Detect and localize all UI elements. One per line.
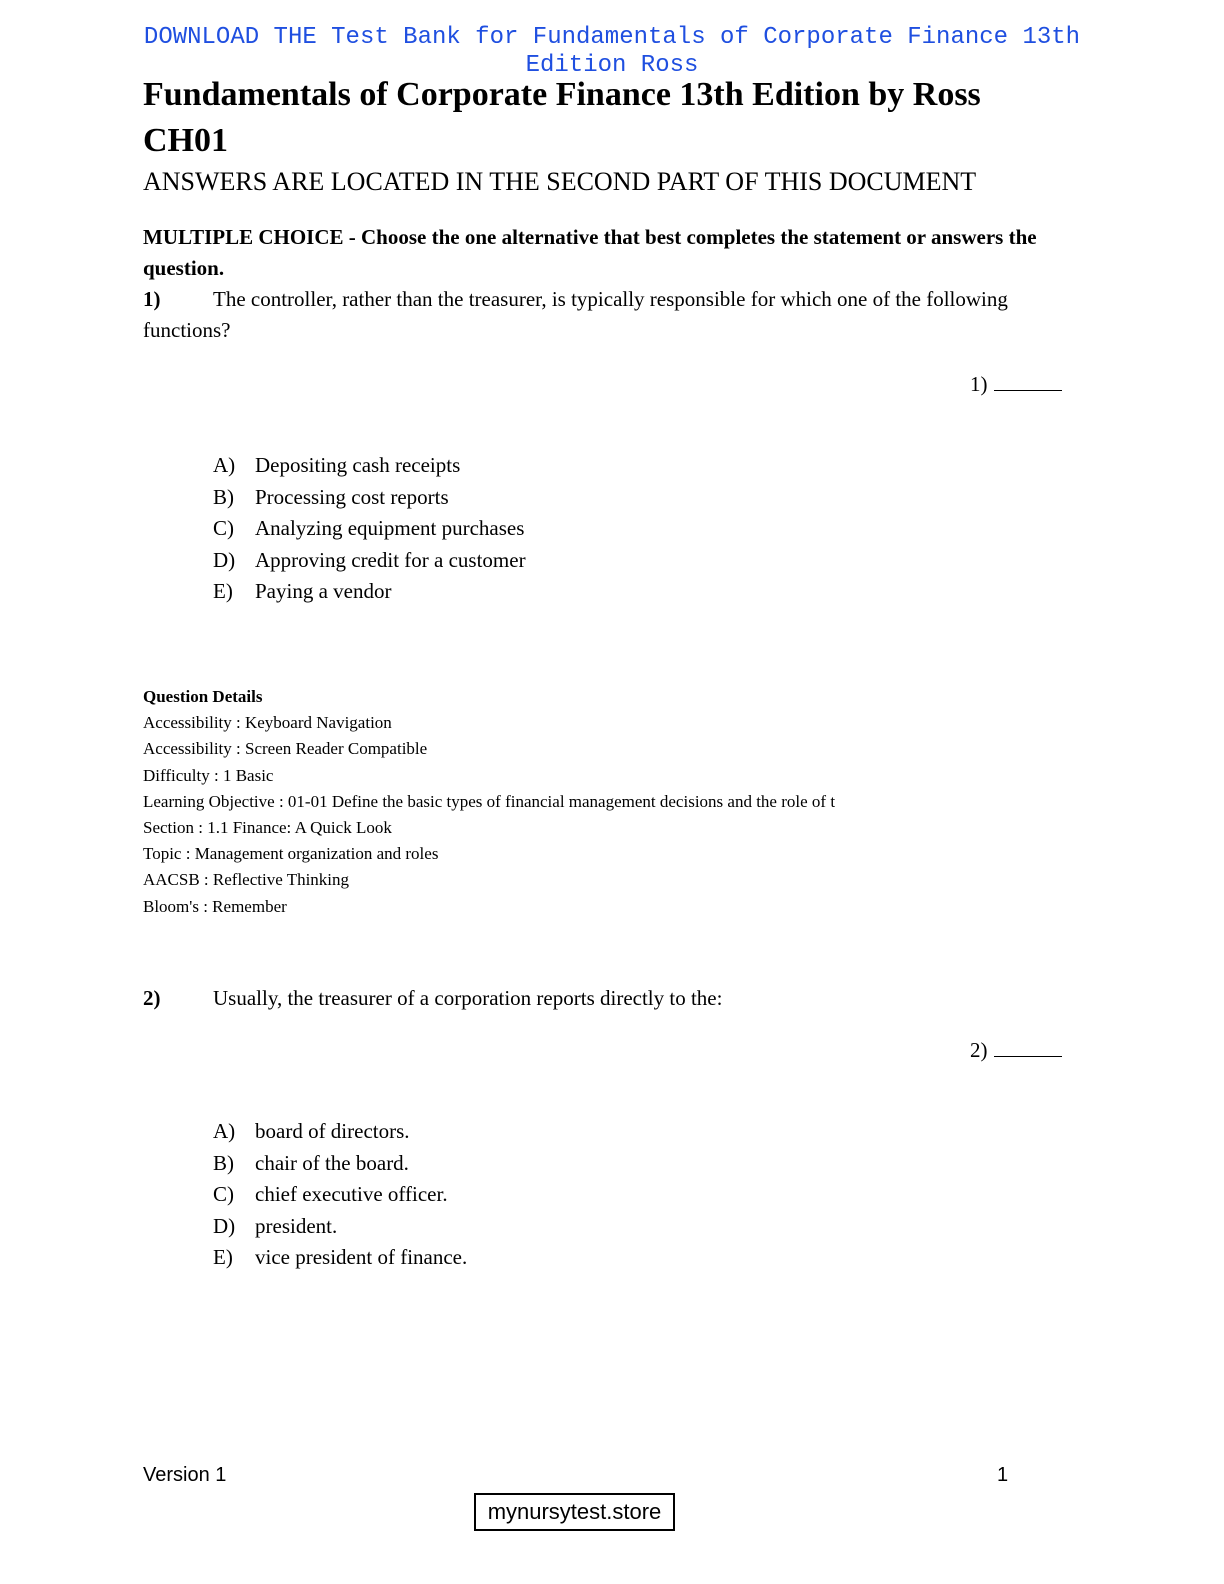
answer-blank-2 (970, 1037, 1062, 1063)
watermark-stamp: mynursytest.store (474, 1493, 675, 1531)
option-text: Paying a vendor (255, 579, 392, 603)
option-text: chair of the board. (255, 1150, 409, 1175)
question-number: 2) (143, 986, 161, 1010)
option-letter: E) (213, 1245, 233, 1269)
option-letter: D) (213, 547, 236, 572)
question-1-options (213, 450, 526, 608)
page-number: 1 (997, 1464, 1009, 1486)
answer-blank-label: 1) (970, 372, 988, 396)
footer-version: Version 1 (143, 1464, 227, 1486)
detail-row: Accessibility : Keyboard Navigation (143, 713, 392, 733)
banner-line-1: DOWNLOAD THE Test Bank for Fundamentals of Corporate Finance 13th (143, 24, 1081, 51)
answers-note: ANSWERS ARE LOCATED IN THE SECOND PART OF THIS DOCUMENT (143, 167, 977, 196)
option-item (213, 482, 526, 514)
detail-row: Section : 1.1 Finance: A Quick Look (143, 818, 392, 838)
option-text: Approving credit for a customer (255, 547, 526, 572)
answer-blank-line (994, 372, 1062, 391)
option-text: Analyzing equipment purchases (255, 516, 525, 540)
option-letter: A) (213, 453, 236, 477)
title-line-1: Fundamentals of Corporate Finance 13th Edition by Ross (143, 76, 981, 113)
answer-blank-label: 2) (970, 1038, 988, 1062)
detail-row: AACSB : Reflective Thinking (143, 870, 350, 890)
document-title (143, 72, 1103, 164)
option-letter: D) (213, 1213, 236, 1238)
option-letter: E) (213, 579, 233, 603)
option-letter: B) (213, 484, 234, 509)
banner-line-2: Edition Ross (525, 52, 699, 79)
option-text: chief executive officer. (255, 1182, 448, 1206)
option-letter: C) (213, 516, 234, 540)
option-item (213, 1116, 467, 1148)
detail-row: Learning Objective : 01-01 Define the basic types of financial management decisions and the role of t (143, 791, 836, 811)
option-item (213, 513, 526, 545)
option-item (213, 1179, 467, 1211)
option-letter: C) (213, 1182, 234, 1206)
title-line-2: CH01 (143, 122, 228, 159)
option-item (213, 1211, 467, 1243)
option-item (213, 450, 526, 482)
option-text: Depositing cash receipts (255, 453, 461, 477)
detail-row: Bloom's : Remember (143, 896, 287, 916)
question-details-heading: Question Details (143, 687, 263, 706)
option-text: president. (255, 1213, 338, 1238)
answer-blank-line (994, 1038, 1062, 1057)
option-item (213, 576, 526, 608)
option-text: board of directors. (255, 1119, 410, 1143)
detail-row: Topic : Management organization and roles (143, 844, 439, 864)
question-text: Usually, the treasurer of a corporation reports directly to the: (213, 986, 723, 1010)
detail-row: Accessibility : Screen Reader Compatible (143, 739, 428, 759)
option-item (213, 1242, 467, 1274)
question-text: The controller, rather than the treasurer, is typically responsible for which one of the following functions? (143, 287, 1008, 342)
detail-row: Difficulty : 1 Basic (143, 765, 274, 785)
multiple-choice-heading: MULTIPLE CHOICE - Choose the one alternative that best completes the statement or answers the question. (143, 225, 1037, 280)
option-item (213, 1148, 467, 1180)
option-text: vice president of finance. (255, 1245, 468, 1269)
option-item (213, 545, 526, 577)
option-text: Processing cost reports (255, 484, 449, 509)
option-letter: B) (213, 1150, 234, 1175)
question-1 (143, 284, 1043, 346)
option-letter: A) (213, 1119, 236, 1143)
question-2 (143, 983, 1043, 1014)
answer-blank-1 (970, 371, 1062, 397)
question-2-options (213, 1116, 467, 1274)
question-details (143, 684, 835, 920)
question-number: 1) (143, 287, 161, 311)
